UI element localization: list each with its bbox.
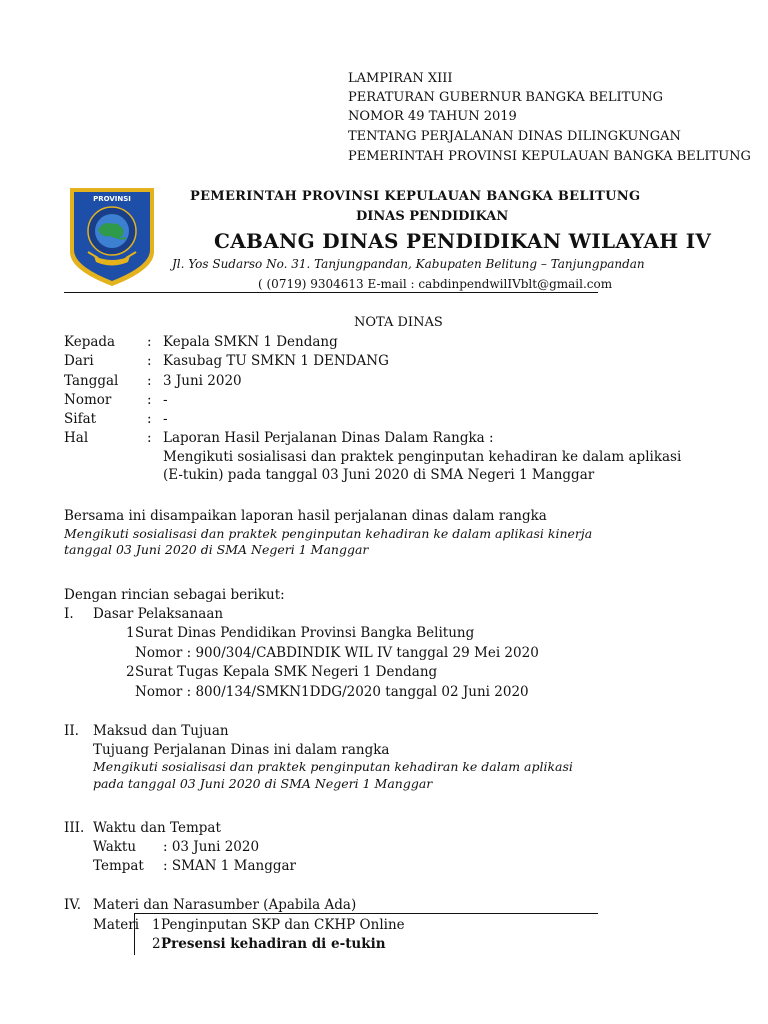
- section-2-line-1: Tujuang Perjalanan Dinas ini dalam rangka: [93, 742, 390, 758]
- hal-value: Laporan Hasil Perjalanan Dinas Dalam Rangka :: [163, 430, 494, 446]
- dari-colon: :: [147, 353, 152, 369]
- kop-address: Jl. Yos Sudarso No. 31. Tanjungpandan, Kabupaten Belitung – Tanjungpandan: [172, 257, 645, 271]
- lampiran-line-1: LAMPIRAN XIII: [348, 71, 453, 86]
- section-3-number: III.: [64, 820, 85, 836]
- kepada-label: Kepada: [64, 334, 116, 350]
- sifat-value: -: [163, 411, 168, 427]
- province-logo: [68, 186, 156, 288]
- tempat-value: : SMAN 1 Manggar: [163, 858, 296, 874]
- materi-label: Materi: [93, 917, 140, 933]
- section-1-number: I.: [64, 606, 74, 622]
- kop-line-1: PEMERINTAH PROVINSI KEPULAUAN BANGKA BELITUNG: [190, 189, 641, 204]
- lampiran-line-3: NOMOR 49 TAHUN 2019: [348, 109, 517, 124]
- materi-item-1: Penginputan SKP dan CKHP Online: [161, 917, 405, 933]
- materi-item-1-number: 1: [152, 917, 161, 933]
- hal-label: Hal: [64, 430, 89, 446]
- intro-line-3: tanggal 03 Juni 2020 di SMA Negeri 1 Manggar: [64, 542, 369, 557]
- section-1-item-1-nomor: Nomor : 900/304/CABDINDIK WIL IV tanggal 29 Mei 2020: [135, 645, 539, 661]
- kop-divider: [64, 292, 598, 293]
- dari-value: Kasubag TU SMKN 1 DENDANG: [163, 353, 389, 369]
- nomor-colon: :: [147, 392, 152, 408]
- materi-item-2: Presensi kehadiran di e-tukin: [161, 936, 386, 952]
- materi-item-2-number: 2: [152, 936, 161, 952]
- rincian-text: Dengan rincian sebagai berikut:: [64, 587, 285, 603]
- sifat-colon: :: [147, 411, 152, 427]
- dari-label: Dari: [64, 353, 94, 369]
- lampiran-line-5: PEMERINTAH PROVINSI KEPULAUAN BANGKA BELITUNG: [348, 149, 751, 164]
- kepada-colon: :: [147, 334, 152, 350]
- hal-line-2: Mengikuti sosialisasi dan praktek penginputan kehadiran ke dalam aplikasi: [163, 449, 682, 465]
- section-2-line-2: Mengikuti sosialisasi dan praktek penginputan kehadiran ke dalam aplikasi: [93, 759, 573, 774]
- waktu-value: : 03 Juni 2020: [163, 839, 260, 855]
- section-3-title: Waktu dan Tempat: [93, 820, 221, 836]
- section-1-item-2-number: 2: [126, 664, 135, 680]
- intro-line-2: Mengikuti sosialisasi dan praktek penginputan kehadiran ke dalam aplikasi kinerja: [64, 526, 593, 541]
- lampiran-line-4: TENTANG PERJALANAN DINAS DILINGKUNGAN: [348, 129, 681, 144]
- section-1-item-1: Surat Dinas Pendidikan Provinsi Bangka Belitung: [135, 625, 475, 641]
- intro-line-1: Bersama ini disampaikan laporan hasil perjalanan dinas dalam rangka: [64, 508, 547, 524]
- section-4-number: IV.: [64, 897, 82, 913]
- section-1-title: Dasar Pelaksanaan: [93, 606, 224, 622]
- waktu-label: Waktu: [93, 839, 137, 855]
- nota-dinas-title: NOTA DINAS: [354, 315, 443, 330]
- materi-table-top-border: [134, 913, 598, 914]
- section-2-number: II.: [64, 723, 79, 739]
- logo-top-text: PROVINSI: [93, 195, 131, 203]
- kop-line-3: CABANG DINAS PENDIDIKAN WILAYAH IV: [214, 229, 712, 253]
- tanggal-label: Tanggal: [64, 373, 119, 389]
- section-1-item-1-number: 1: [126, 625, 135, 641]
- nomor-label: Nomor: [64, 392, 112, 408]
- lampiran-line-2: PERATURAN GUBERNUR BANGKA BELITUNG: [348, 90, 664, 105]
- kop-contact: ( (0719) 9304613 E-mail : cabdinpendwilIVblt@gmail.com: [258, 277, 613, 291]
- section-1-item-2: Surat Tugas Kepala SMK Negeri 1 Dendang: [135, 664, 438, 680]
- tanggal-colon: :: [147, 373, 152, 389]
- kop-line-2: DINAS PENDIDIKAN: [356, 209, 509, 224]
- section-2-title: Maksud dan Tujuan: [93, 723, 229, 739]
- kepada-value: Kepala SMKN 1 Dendang: [163, 334, 338, 350]
- hal-line-3: (E-tukin) pada tanggal 03 Juni 2020 di SMA Negeri 1 Manggar: [163, 467, 595, 483]
- section-4-title: Materi dan Narasumber (Apabila Ada): [93, 897, 357, 913]
- nomor-value: -: [163, 392, 168, 408]
- tanggal-value: 3 Juni 2020: [163, 373, 242, 389]
- section-2-line-3: pada tanggal 03 Juni 2020 di SMA Negeri 1 Manggar: [93, 776, 433, 791]
- hal-colon: :: [147, 430, 152, 446]
- section-1-item-2-nomor: Nomor : 800/134/SMKN1DDG/2020 tanggal 02 Juni 2020: [135, 684, 529, 700]
- tempat-label: Tempat: [93, 858, 144, 874]
- sifat-label: Sifat: [64, 411, 97, 427]
